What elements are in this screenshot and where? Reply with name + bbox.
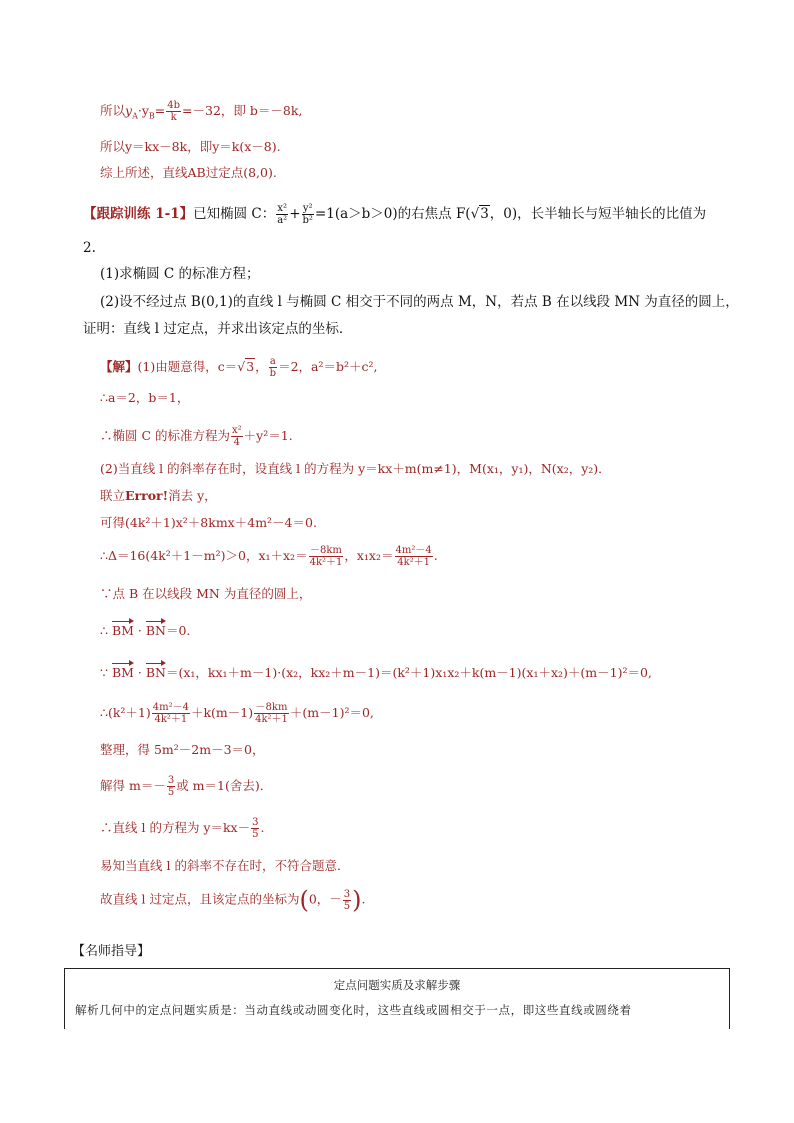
prev-solution-line-2: 所以y＝kx－8k，即y＝k(x－8). <box>100 139 281 154</box>
solution-line-9: ∴ BM · BN＝0. <box>100 620 190 638</box>
solution-line-4: (2)当直线 l 的斜率存在时，设直线 l 的方程为 y＝kx＋m(m≠1)，M(x₁，y₁)，N(x₂，y₂)． <box>100 461 611 476</box>
guide-box-text: 解析几何中的定点问题实质是：当动直线或动圆变化时，这些直线或圆相交于一点，即这些直线或圆绕着 <box>75 1003 632 1017</box>
vector-bm: BM <box>112 620 134 638</box>
solution-line-15: 易知当直线 l 的斜率不存在时，不符合题意． <box>100 858 350 873</box>
solution-line-13: 解得 m＝－ $\frac{3}{5}$ 或 m＝1(舍去)． <box>100 775 273 798</box>
question-2-line-2: 证明：直线 l 过定点，并求出该定点的坐标． <box>83 321 353 337</box>
question-2-line-1: (2)设不经过点 B(0,1)的直线 l 与椭圆 C 相交于不同的两点 M，N，若点 B 在以线段 MN 为直径的圆上， <box>100 294 739 310</box>
solution-line-5: 联立Error!消去 y， <box>100 488 217 503</box>
prev-solution-line-1: 所以$y_A\cdot y_B=$ $\frac{4b}{k}$ =－32，即 b＝－8k, <box>100 100 303 123</box>
solution-line-7: ∴Δ＝16(4k²＋1－m²)＞0，x₁＋x₂＝ $\frac{-8km}{\text{4k²＋1}}$ ，x₁x₂＝ $\frac{\text{4m²－4}}{\text{4k²＋1}}$ . <box>100 545 438 568</box>
solution-line-1: 【解】(1)由题意得，c＝√3， $\frac{a}{b}$ ＝2，a²＝b²＋c², <box>100 356 378 379</box>
prev-solution-line-3: 综上所述，直线AB过定点(8,0). <box>100 165 277 180</box>
solution-line-6: 可得(4k²＋1)x²＋8kmx＋4m²－4＝0. <box>100 515 317 530</box>
vector-bn: BN <box>146 620 166 638</box>
solution-line-16: 故直线 l 过定点，且该定点的坐标为(0，－ $\frac{3}{5}$ ). <box>100 886 366 914</box>
solution-line-8: ∵点 B 在以线段 MN 为直径的圆上， <box>100 586 312 601</box>
solution-line-11: ∴(k²＋1) $\frac{\text{4m²－4}}{\text{4k²＋1}}$ ＋k(m－1) $\frac{-8km}{\text{4k²＋1}}$ ＋(m－1)²＝0, <box>100 702 374 725</box>
guide-box-title: 定点问题实质及求解步骤 <box>333 978 461 992</box>
guide-box <box>64 968 730 1029</box>
fraction: $\frac{4b}{k}$ <box>167 100 181 123</box>
problem-statement: 【跟踪训练 1-1】已知椭圆 C： $\frac{\text{x²}}{\text{a²}}$ + $\frac{\text{y²}}{\text{b²}}$ =1(a＞b＞0)的右焦点 F(√3，0)，长半轴长与短半轴长的比值为 <box>83 203 707 226</box>
solution-line-10: ∵ BM · BN＝(x₁，kx₁＋m－1)·(x₂，kx₂＋m－1)＝(k²＋1)x₁x₂＋k(m－1)(x₁＋x₂)＋(m－1)²＝0, <box>100 662 652 680</box>
solution-line-3: ∴椭圆 C 的标准方程为 $\frac{\text{x²}}{4}$ ＋y²＝1. <box>100 425 293 448</box>
solution-line-2: ∴a＝2，b＝1， <box>100 390 190 405</box>
solution-line-12: 整理，得 5m²－2m－3＝0， <box>100 742 265 757</box>
problem-tag: 【跟踪训练 1-1】 <box>83 206 194 222</box>
guide-header: 【名师指导】 <box>72 944 151 959</box>
question-1: (1)求椭圆 C 的标准方程； <box>100 266 260 282</box>
solution-line-14: ∴直线 l 的方程为 y＝kx－ $\frac{3}{5}$ . <box>100 817 265 840</box>
solution-tag: 【解】 <box>100 359 138 374</box>
problem-wrap: 2. <box>83 240 96 256</box>
error-field: Error! <box>125 488 169 503</box>
